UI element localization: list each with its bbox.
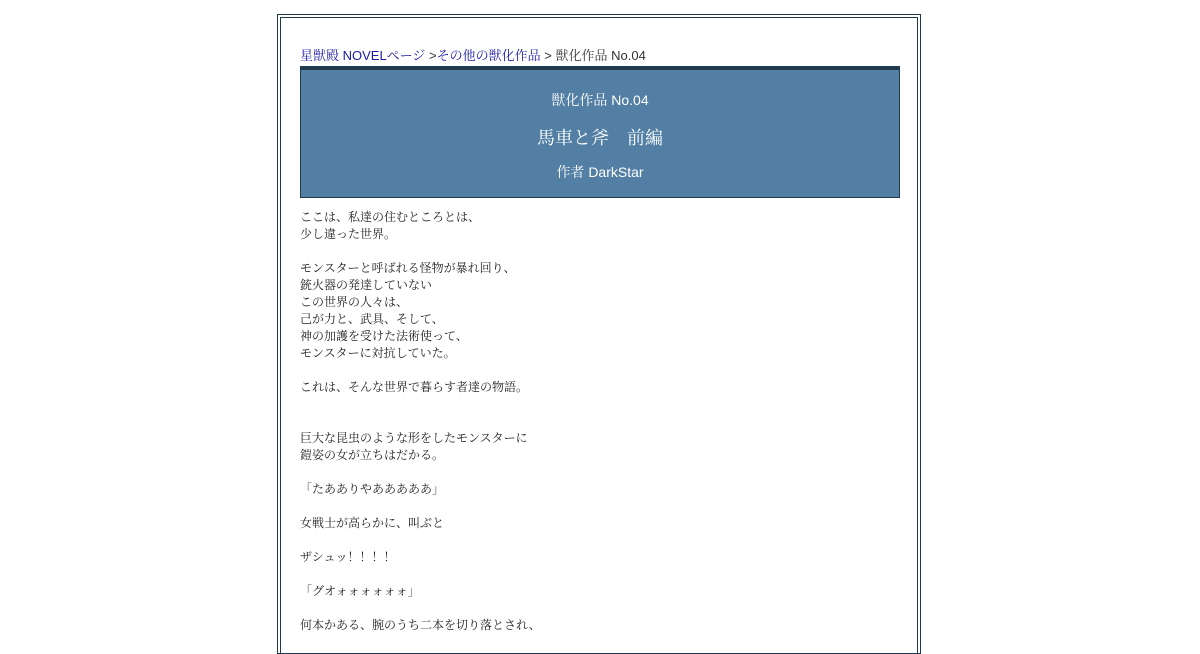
story-line: この世界の人々は、	[300, 295, 409, 309]
breadcrumb-link-novel-page[interactable]: 星獣殿 NOVELページ	[300, 48, 426, 63]
story-line: 鎧姿の女が立ちはだかる。	[300, 448, 445, 462]
story-line: 何本かある、腕のうち二本を切り落とされ、	[300, 618, 541, 632]
story-line: ザシュッ！！！！	[300, 550, 396, 564]
story-blank-line	[300, 498, 900, 515]
story-line: 己が力と、武具、そして、	[300, 312, 444, 326]
main-content	[300, 47, 900, 634]
story-blank-line	[300, 566, 900, 583]
story-text	[300, 209, 900, 634]
series-label: 獣化作品 No.04	[551, 92, 649, 108]
story-blank-line	[300, 532, 900, 549]
story-line: 銃火器の発達していない	[300, 278, 433, 292]
breadcrumb-separator: >	[425, 48, 437, 63]
story-blank-line	[300, 600, 900, 617]
title-box	[300, 66, 900, 198]
story-blank-line	[300, 413, 900, 430]
story-line: モンスターに対抗していた。	[300, 346, 456, 360]
story-blank-line	[300, 464, 900, 481]
story-line: 「グオォォォォォォ」	[300, 584, 420, 598]
story-line: 巨大な昆虫のような形をしたモンスターに	[300, 431, 528, 445]
story-line: 神の加護を受けた法術使って、	[300, 329, 468, 343]
story-line: これは、そんな世界で暮らす者達の物語。	[300, 380, 529, 394]
breadcrumb-separator: >	[540, 48, 556, 63]
story-line: モンスターと呼ばれる怪物が暴れ回り、	[300, 261, 516, 275]
story-blank-line	[300, 396, 900, 413]
story-line: ここは、私達の住むところとは、	[300, 210, 481, 224]
story-line: 少し違った世界。	[300, 227, 397, 241]
story-title: 馬車と斧 前編	[537, 128, 663, 148]
story-line: 女戦士が高らかに、叫ぶと	[300, 516, 445, 530]
story-blank-line	[300, 362, 900, 379]
breadcrumb-current: 獣化作品 No.04	[555, 48, 646, 63]
breadcrumb-link-other-works[interactable]: その他の獣化作品	[436, 48, 541, 63]
author-label: 作者 DarkStar	[556, 164, 644, 180]
story-line: 「たあありやあああああ」	[300, 482, 445, 496]
story-blank-line	[300, 243, 900, 260]
breadcrumb	[300, 47, 900, 65]
